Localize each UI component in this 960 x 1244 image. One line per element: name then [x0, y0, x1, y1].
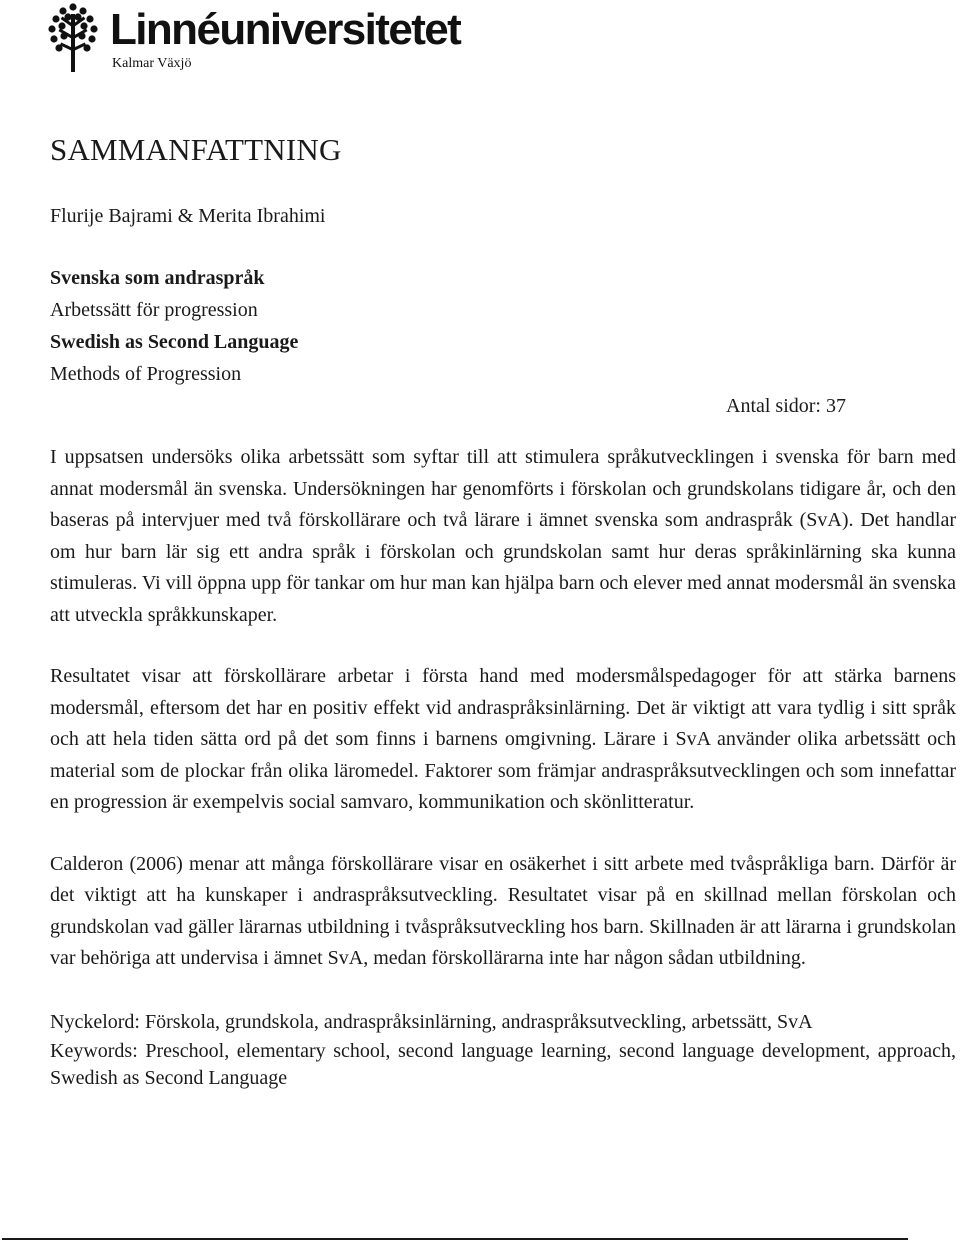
university-logo [48, 2, 468, 74]
keywords-english: Keywords: Preschool, elementary school, second language learning, second language development, approach, Swedish as Second Language [50, 1039, 956, 1089]
abstract-paragraph-3: Calderon (2006) menar att många förskollärare visar en osäkerhet i sitt arbete med tvåspråkliga barn. Därför är det viktigt att ha kunskaper i andraspråksutveckling. Resultatet visar på en skillnad mellan förskolan och grundskolan vad gäller lärarnas utbildning i tvåspråksutveckling hos barn. Skillnaden är att lärarna i grundskolan var behöriga att undervisa i ämnet SvA, medan förskollärarna inte har någon sådan utbildning. [50, 852, 956, 969]
keywords-swedish: Nyckelord: Förskola, grundskola, andraspråksinlärning, andraspråksutveckling, arbetssätt, SvA [50, 1010, 813, 1033]
subject-swedish: Svenska som andraspråk [50, 267, 265, 289]
abstract-paragraph-1: I uppsatsen undersöks olika arbetssätt som syftar till att stimulera språkutvecklingen i svenska för barn med annat modersmål än svenska. Undersökningen har genomförts i förskolan och grundskolans tidigare år, och den baseras på intervjuer med två förskollärare och två lärare i ämnet svenska som andraspråk (SvA). Det handlar om hur barn lär sig ett andra språk i förskolan och grundskolan samt hur deras språkinlärning ska kunna stimuleras. Vi vill öppna upp för tankar om hur man kan hjälpa barn och elever med annat modersmål än svenska att utveckla språkkunskaper. [50, 446, 956, 626]
logo-subline: Kalmar Växjö [112, 56, 192, 71]
document-body [50, 130, 956, 1092]
authors: Flurije Bajrami & Merita Ibrahimi [50, 205, 326, 227]
tree-logo-icon [48, 2, 104, 72]
title-swedish: Arbetssätt för progression [50, 299, 258, 321]
footer-divider [2, 1238, 908, 1240]
page-title: SAMMANFATTNING [50, 132, 342, 167]
subject-english: Swedish as Second Language [50, 331, 299, 353]
abstract-paragraph-2: Resultatet visar att förskollärare arbetar i första hand med modersmålspedagoger för att stärka barnens modersmål, eftersom det har en positiv effekt vid andraspråksinlärning. Det är viktigt att vara tydlig i sitt språk och att hela tiden sätta ord på det som finns i barnens omgivning. Lärare i SvA använder olika arbetssätt och material som de plockar från olika läromedel. Faktorer som främjar andraspråksutvecklingen och som innefattar en progression är exempelvis social samvaro, kommunikation och skönlitteratur. [50, 665, 956, 813]
logo-wordmark: Linnéuniversitetet [110, 5, 461, 54]
title-english: Methods of Progression [50, 363, 242, 385]
page-count: Antal sidor: 37 [726, 395, 846, 417]
thesis-titles [50, 262, 956, 390]
